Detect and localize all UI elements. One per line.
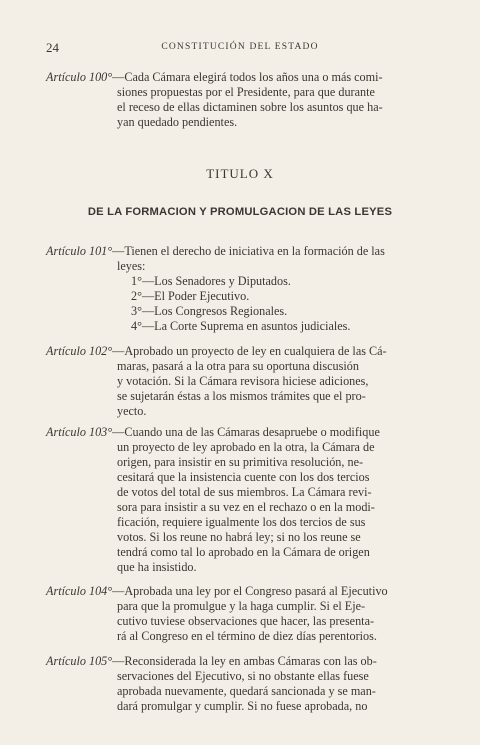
article-label: Artículo 100° [46, 70, 113, 84]
article-line: de votos del total de sus miembros. La Cámara revi- [117, 485, 372, 499]
article-line: cesitará que la insistencia cuente con los dos tercios [117, 470, 370, 484]
article-line: y votación. Si la Cámara revisora hiciese adiciones, [117, 374, 369, 388]
article-text: —Tienen el derecho de iniciativa en la formación de las [112, 244, 385, 258]
article-line: yecto. [117, 404, 147, 418]
page-number: 24 [46, 40, 59, 55]
running-title: CONSTITUCIÓN DEL ESTADO [161, 42, 319, 52]
article-line: servaciones del Ejecutivo, si no obstante ellas fuese [117, 669, 369, 683]
section-title: TITULO X [206, 166, 274, 181]
list-item: 2°—El Poder Ejecutivo. [131, 289, 250, 303]
article-text: —Cada Cámara elegirá todos los años una o más comi- [112, 70, 383, 84]
article-line: dará promulgar y cumplir. Si no fuese aprobada, no [117, 699, 368, 713]
article-label: Artículo 102° [46, 344, 113, 358]
article-text: —Aprobada una ley por el Congreso pasará al Ejecutivo [112, 584, 388, 598]
article-label: Artículo 104° [46, 584, 113, 598]
article-line: maras, pasará a la otra para su oportuna discusión [117, 359, 359, 373]
page-header [0, 40, 480, 56]
article-line [46, 654, 437, 669]
article-line: se sujetarán éstas a los mismos trámites que el pro- [117, 389, 366, 403]
article-text: —Aprobado un proyecto de ley en cualquiera de las Cá- [112, 344, 387, 358]
article-line: rá al Congreso en el término de diez días perentorios. [117, 629, 377, 643]
article-line: votos. Si los reune no habrá ley; si no los reune se [117, 530, 361, 544]
article-text: —Reconsiderada la ley en ambas Cámaras con las ob- [112, 654, 377, 668]
article-line: aprobada nuevamente, quedará sancionada y se man- [117, 684, 376, 698]
article-line [46, 584, 437, 599]
article-line [46, 244, 437, 259]
article-line: cutivo tuviese observaciones que hacer, las presenta- [117, 614, 375, 628]
section-subtitle: DE LA FORMACION Y PROMULGACION DE LAS LEYES [87, 206, 393, 218]
article-line: yan quedado pendientes. [117, 115, 238, 129]
article-line: para que la promulgue y la haga cumplir. Si el Eje- [117, 599, 366, 613]
list-item: 3°—Los Congresos Regionales. [131, 304, 288, 318]
article-label: Artículo 103° [46, 425, 113, 439]
list-item: 1°—Los Senadores y Diputados. [131, 274, 291, 288]
article-line: ficación, requiere igualmente los dos tercios de sus [117, 515, 366, 529]
article-line: tendrá como tal lo aprobado en la Cámara de origen [117, 545, 370, 559]
article-line: leyes: [117, 259, 146, 273]
article-line [46, 70, 437, 85]
article-line: siones propuestas por el Presidente, para que durante [117, 85, 375, 99]
article-line [46, 425, 437, 440]
article-line: un proyecto de ley aprobado en la otra, la Cámara de [117, 440, 375, 454]
article-line: origen, para insistir en su primitiva resolución, ne- [117, 455, 364, 469]
article-label: Artículo 105° [46, 654, 113, 668]
article-line: el receso de ellas dictaminen sobre los asuntos que ha- [117, 100, 383, 114]
article-line [46, 344, 437, 359]
article-label: Artículo 101° [46, 244, 113, 258]
article-line: que ha insistido. [117, 560, 197, 574]
article-line: sora para insistir a su vez en el rechazo o en la modi- [117, 500, 375, 514]
list-item: 4°—La Corte Suprema en asuntos judiciales. [131, 319, 351, 333]
article-text: —Cuando una de las Cámaras desapruebe o modifique [112, 425, 380, 439]
